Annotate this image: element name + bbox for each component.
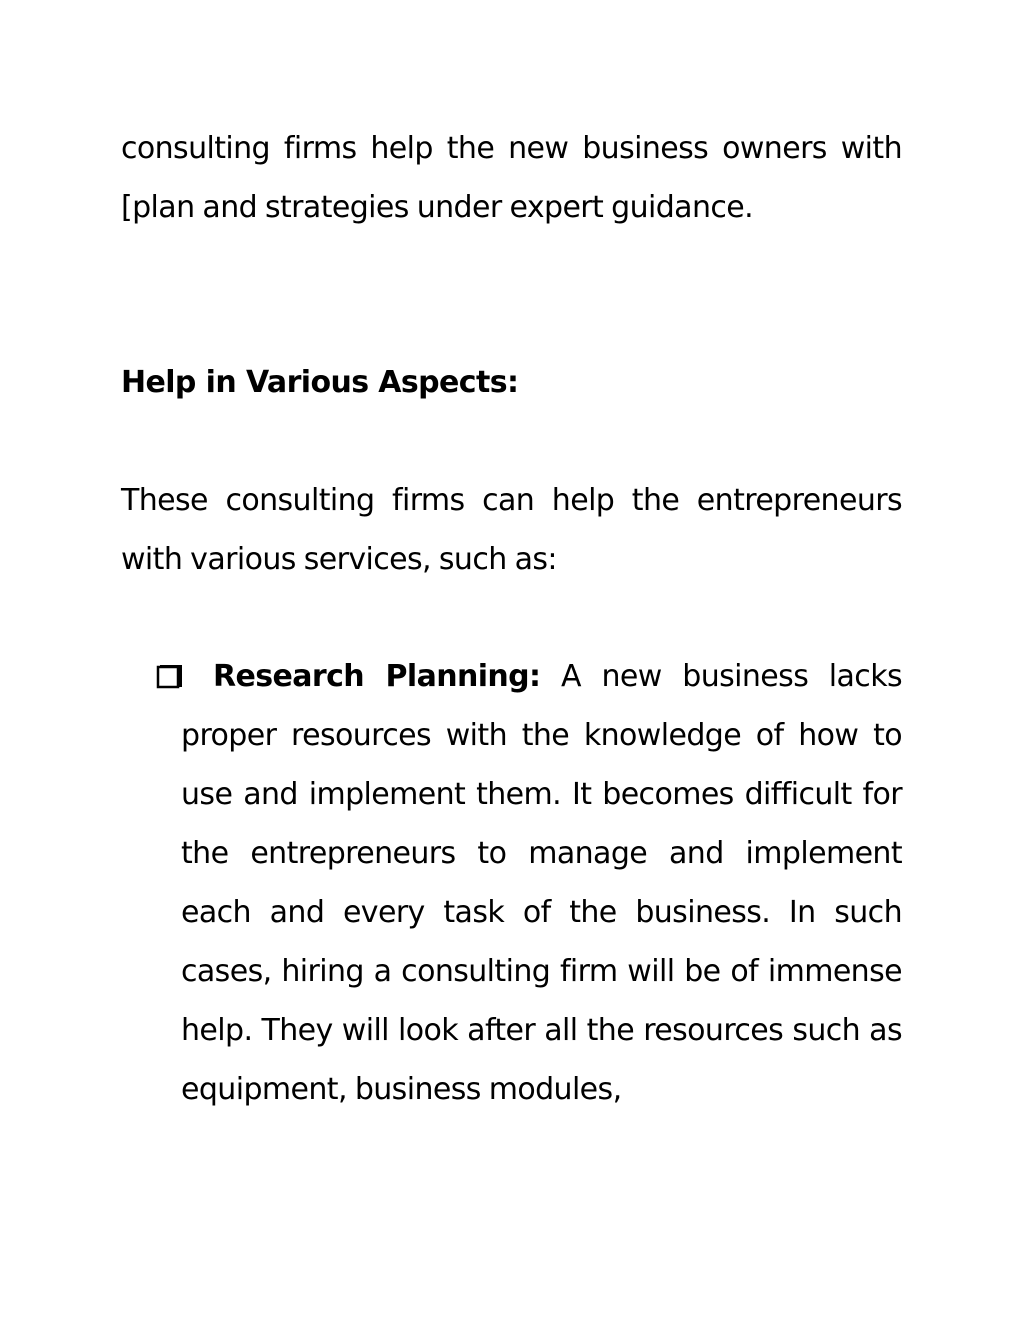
list-item <box>181 647 902 1119</box>
list-item-text: A new business lacks proper resources with the knowledge of how to use and implement them. It becomes difficult for the entrepreneurs to manage and implement each and every task of the business. In such cases, hiring a consulting firm will be of immense help. They will look after all the resources such as equipment, business modules, <box>181 659 902 1107</box>
services-intro-paragraph: These consulting firms can help the entrepreneurs with various services, such as: <box>121 483 902 577</box>
checkbox-bullet-icon <box>156 663 184 691</box>
section-heading: Help in Various Aspects: <box>121 365 519 400</box>
list-item-term: Research Planning: <box>213 659 541 694</box>
intro-paragraph: consulting firms help the new business owners with [plan and strategies under expert guidance. <box>121 131 902 225</box>
